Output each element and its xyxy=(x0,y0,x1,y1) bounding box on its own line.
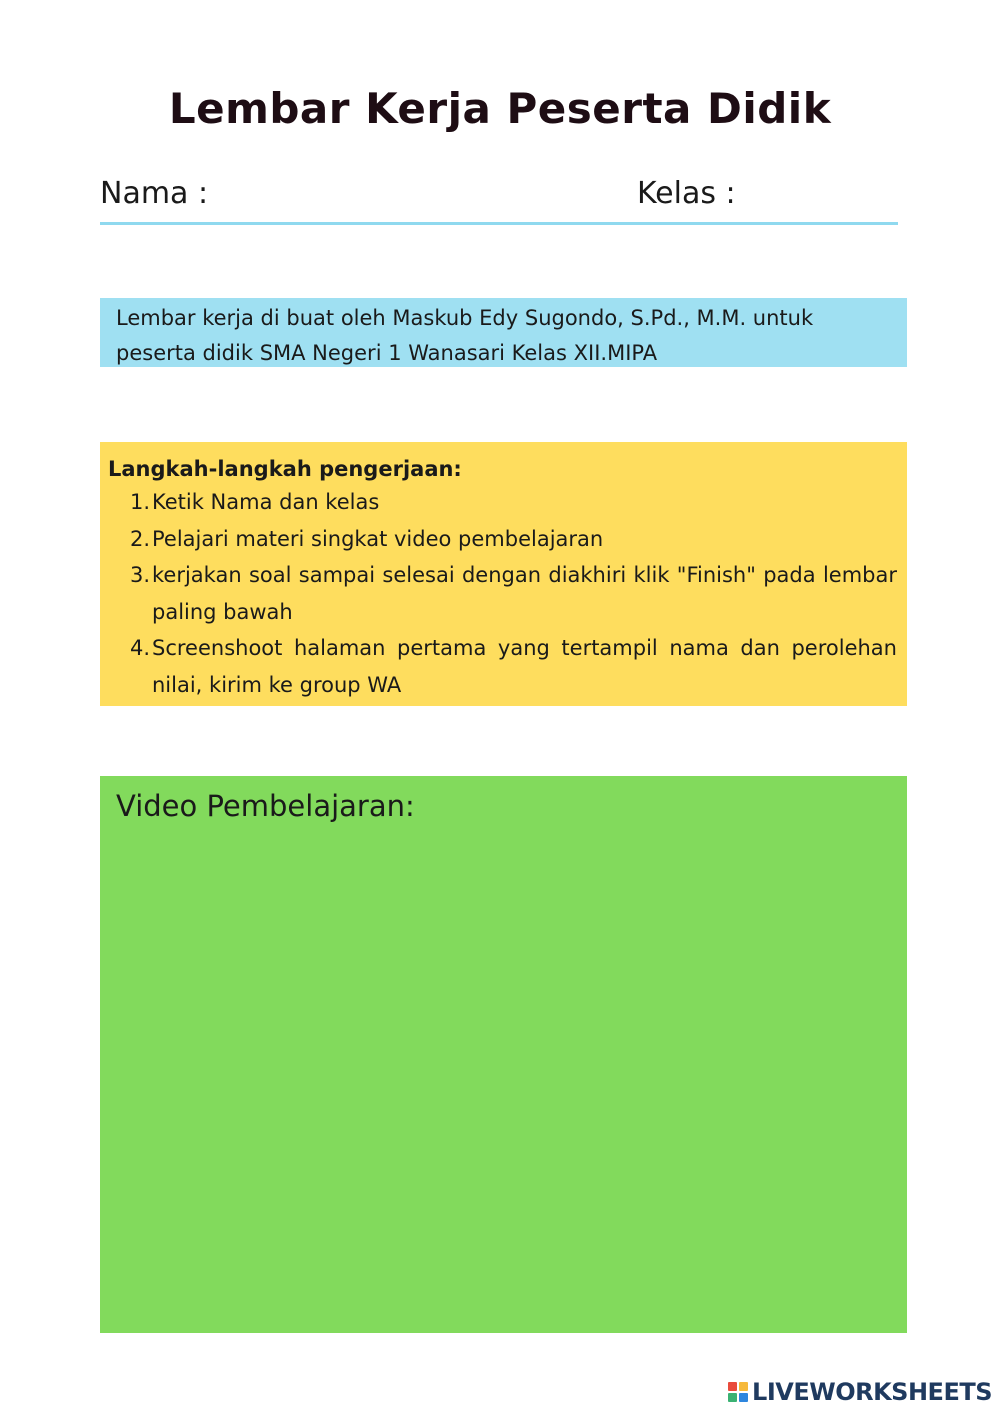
step-text: kerjakan soal sampai selesai dengan diakhiri klik "Finish" pada lembar paling bawah xyxy=(152,563,897,624)
video-title: Video Pembelajaran: xyxy=(116,789,415,823)
author-info-box xyxy=(100,298,907,367)
logo-square xyxy=(728,1393,737,1402)
list-item xyxy=(108,557,897,630)
step-number: 3. xyxy=(130,563,151,587)
steps-heading: Langkah-langkah pengerjaan: xyxy=(108,457,462,481)
logo-square xyxy=(728,1382,737,1391)
student-fields-row xyxy=(100,170,898,225)
step-number: 1. xyxy=(130,490,151,514)
list-item xyxy=(108,630,897,703)
nama-label: Nama : xyxy=(100,176,209,211)
liveworksheets-brand xyxy=(728,1378,992,1406)
video-area[interactable] xyxy=(100,776,907,1333)
liveworksheets-logo-icon xyxy=(728,1382,748,1402)
list-item xyxy=(108,484,897,521)
step-text: Ketik Nama dan kelas xyxy=(152,490,380,514)
page-title: Lembar Kerja Peserta Didik xyxy=(168,84,832,133)
list-item xyxy=(108,521,897,558)
steps-list xyxy=(108,484,897,703)
author-info-text: Lembar kerja di buat oleh Maskub Edy Sugondo, S.Pd., M.M. untuk peserta didik SMA Negeri 1 Wanasari Kelas XII.MIPA xyxy=(116,306,814,365)
step-text: Pelajari materi singkat video pembelajaran xyxy=(152,526,604,551)
logo-square xyxy=(739,1393,748,1402)
logo-square xyxy=(739,1382,748,1391)
steps-box xyxy=(100,442,907,706)
step-number: 2. xyxy=(130,526,151,551)
step-number: 4. xyxy=(130,636,151,660)
kelas-label: Kelas : xyxy=(637,176,736,211)
step-text: Screenshoot halaman pertama yang tertampil nama dan perolehan nilai, kirim ke group WA xyxy=(152,636,897,697)
brand-name: LIVEWORKSHEETS xyxy=(752,1378,992,1406)
